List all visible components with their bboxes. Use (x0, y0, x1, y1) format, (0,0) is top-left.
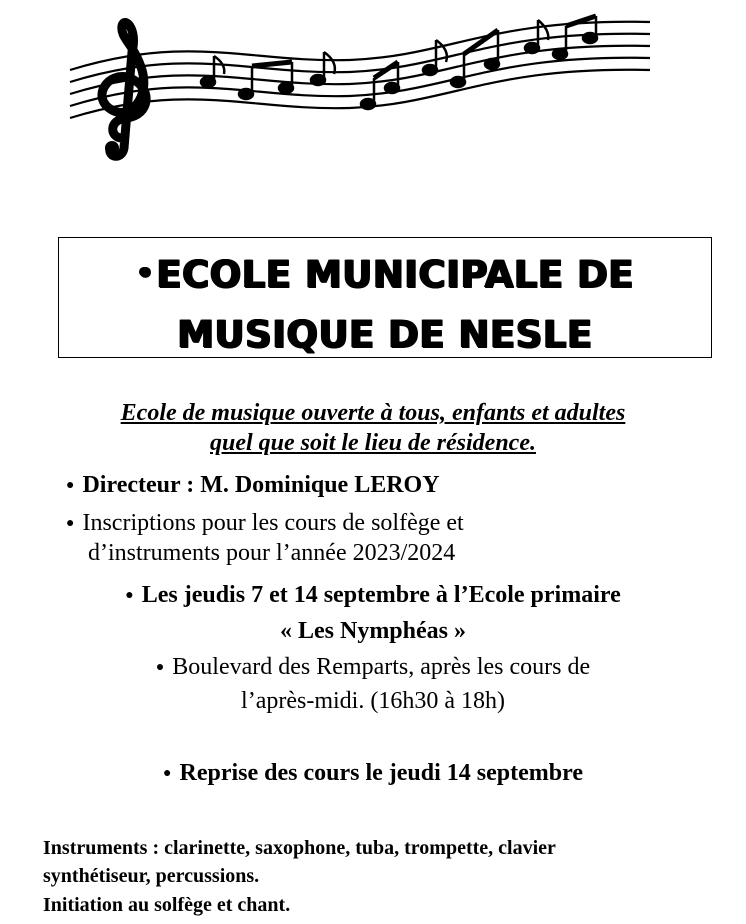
title-box (58, 237, 712, 358)
reprise-item (0, 758, 746, 789)
instruments-line-1: Instruments : clarinette, saxophone, tuba, trompette, clavier (43, 837, 556, 859)
bullet-icon: ● (66, 516, 75, 531)
dates-item (0, 580, 746, 611)
bullet-icon: ● (66, 478, 75, 493)
address-line-1: Boulevard des Remparts, après les cours de (172, 654, 591, 680)
inscriptions-line-1: Inscriptions pour les cours de solfège et (82, 510, 464, 536)
initiation-line: Initiation au solfège et chant. (43, 894, 291, 916)
intro-text (0, 398, 746, 458)
reprise-text: Reprise des cours le jeudi 14 septembre (179, 760, 583, 786)
dates-line-1: Les jeudis 7 et 14 septembre à l’Ecole primaire (141, 582, 621, 608)
bullet-icon: ● (155, 660, 165, 675)
page-title-line-2: MUSIQUE DE NESLE (177, 313, 593, 356)
title-bullet: • (135, 256, 155, 289)
intro-line-2: quel que soit le lieu de résidence. (210, 430, 536, 456)
inscriptions-line-2: d’instruments pour l’année 2023/2024 (88, 540, 456, 566)
instruments-line-2: synthétiseur, percussions. (43, 865, 260, 887)
address-line-2: l’après-midi. (16h30 à 18h) (241, 688, 505, 714)
music-staff-banner-icon (50, 8, 670, 168)
director-text: Directeur : M. Dominique LEROY (82, 472, 440, 498)
dates-line-2: « Les Nymphéas » (279, 618, 466, 644)
director-item (0, 470, 746, 501)
intro-line-1: Ecole de musique ouverte à tous, enfants et adultes (120, 400, 626, 426)
page-title-line-1 (59, 253, 711, 296)
bullet-icon: ● (163, 766, 172, 781)
bullet-icon: ● (125, 588, 134, 603)
title-text-1: ECOLE MUNICIPALE DE (156, 253, 635, 296)
address-item (0, 652, 746, 683)
inscriptions-item (0, 508, 746, 539)
